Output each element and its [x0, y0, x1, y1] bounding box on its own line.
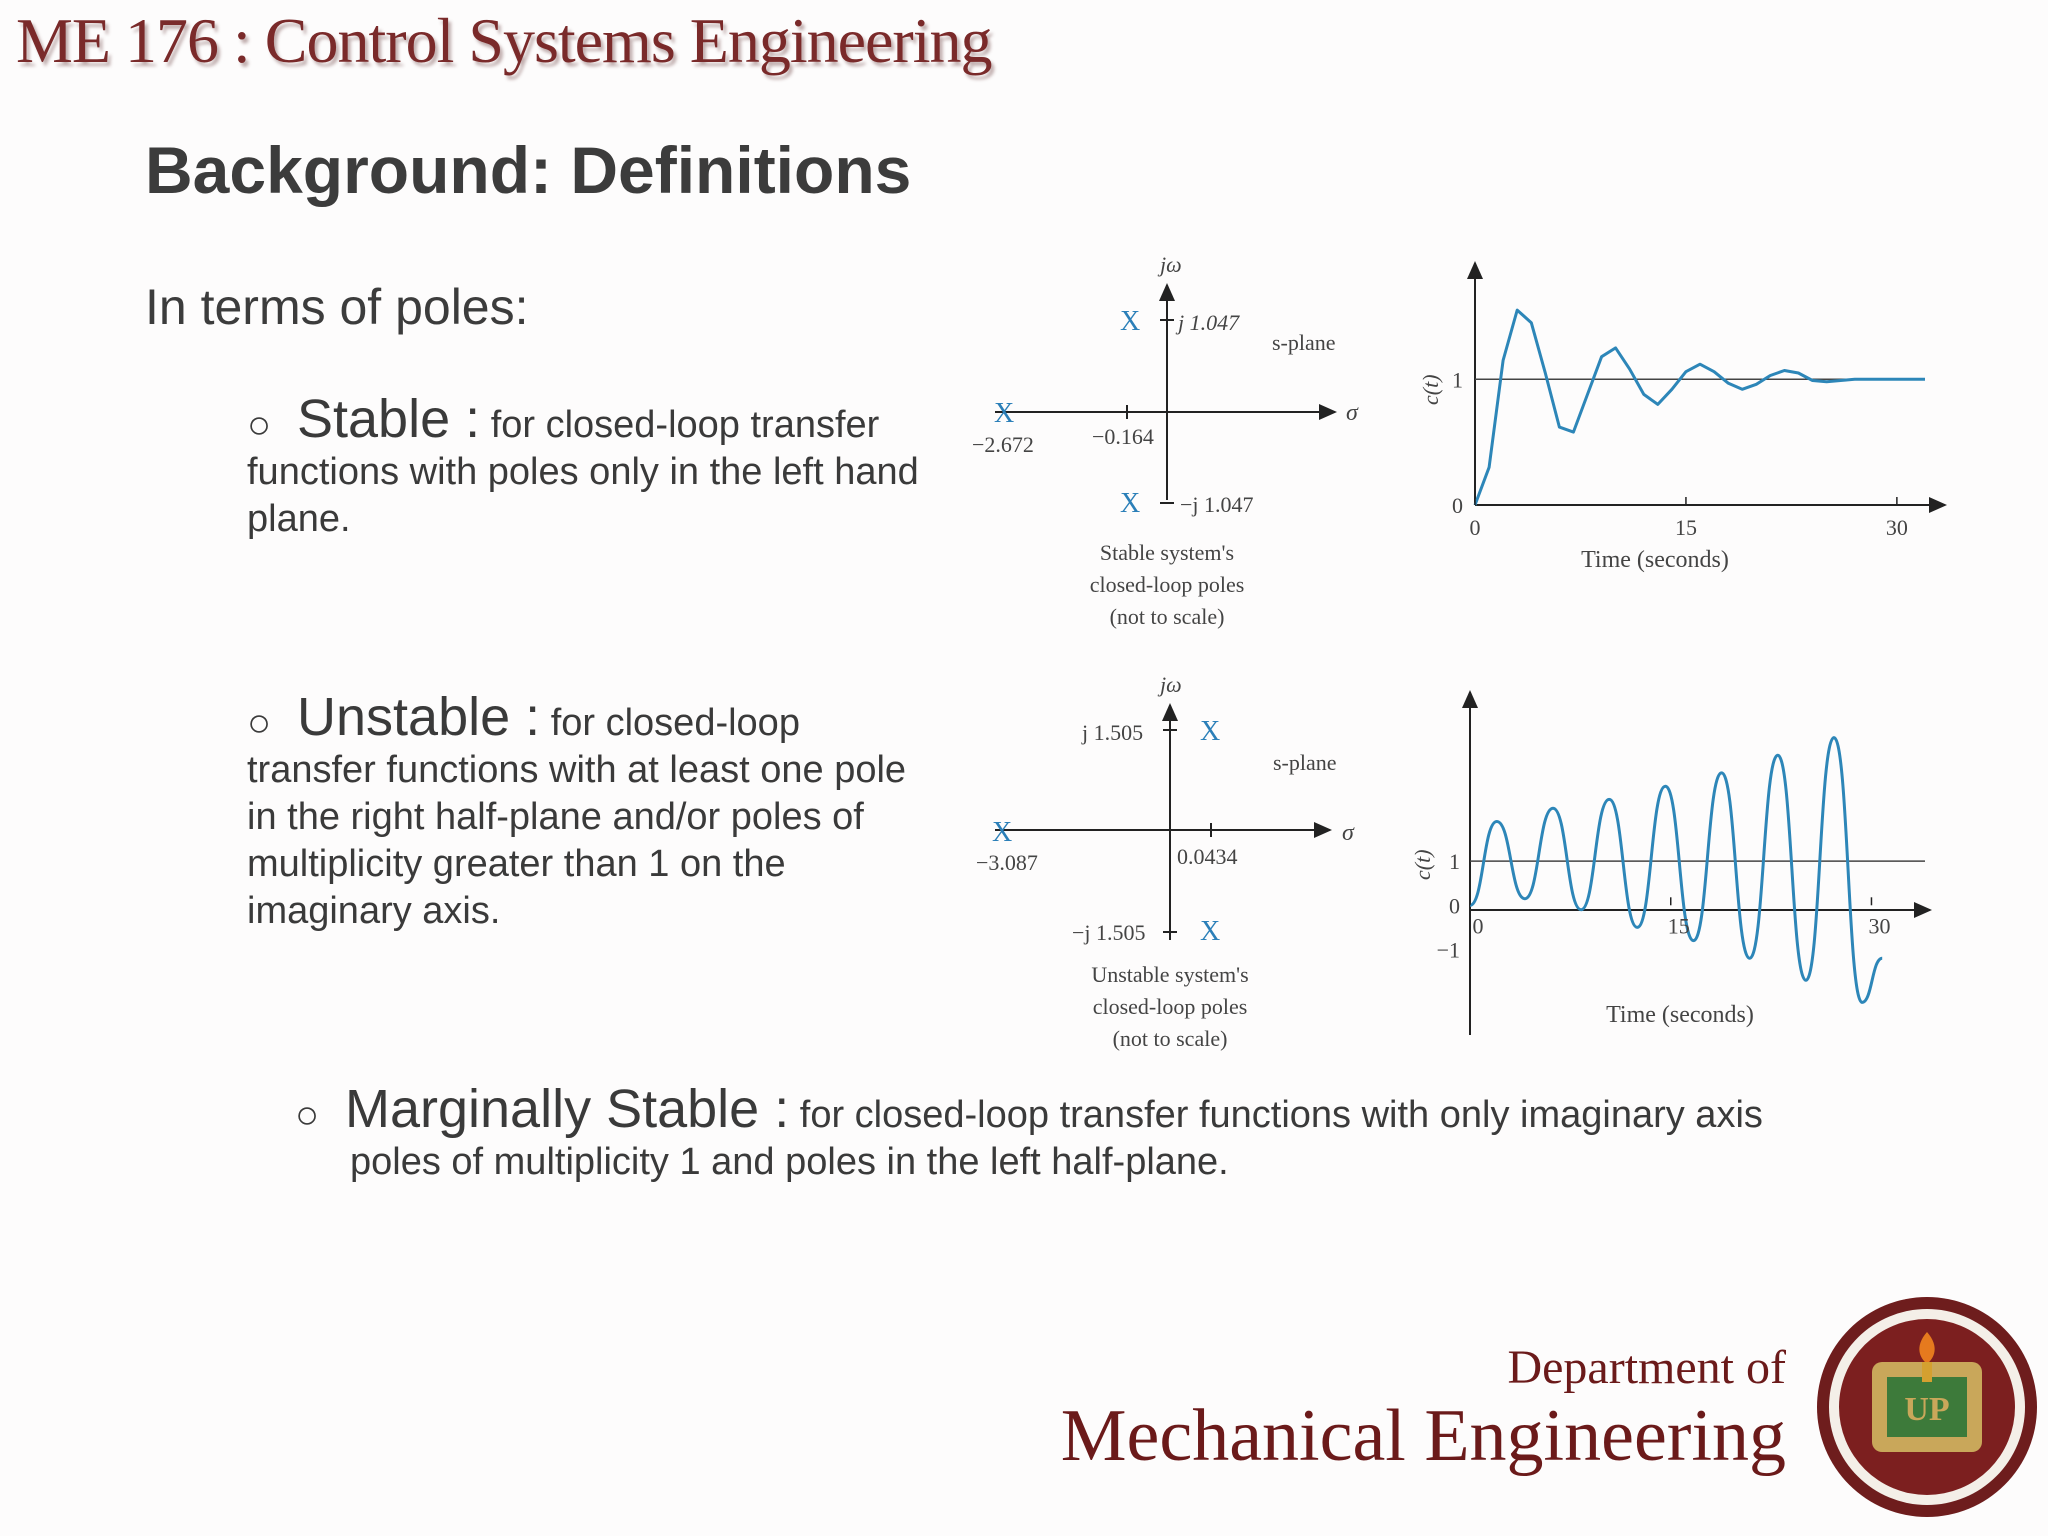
- pole-upper-label: j 1.505: [1082, 720, 1144, 745]
- x-tick-label: 0: [1469, 515, 1481, 540]
- pole-lower-label: −j 1.047: [1180, 492, 1254, 517]
- caption-line-1: Stable system's: [1099, 540, 1235, 565]
- bullet-marginally-stable: [295, 1079, 1895, 1186]
- pole-upper-mark: X: [1200, 716, 1221, 747]
- y-tick-label: 1: [1452, 367, 1463, 393]
- splane-label: s-plane: [1272, 330, 1336, 355]
- bullet-mark: ○: [295, 1093, 320, 1137]
- intro-text: In terms of poles:: [145, 279, 529, 335]
- bullet-mark: ○: [247, 403, 272, 447]
- caption-line-3: (not to scale): [1112, 1026, 1228, 1051]
- x-tick-label: 15: [1674, 515, 1697, 540]
- pole-lower-label: −j 1.505: [1072, 920, 1146, 945]
- bullet-text-rest: functions with poles only in the left hand plane.: [247, 451, 919, 540]
- y-tick-label: −1: [1436, 937, 1460, 963]
- sigma-label: σ: [1346, 400, 1358, 426]
- chart-ylabel: c(t): [1418, 374, 1443, 405]
- pole-lower-mark: X: [1120, 488, 1141, 519]
- department-of: Department of: [1507, 1341, 1786, 1394]
- pole-lower-mark: X: [1200, 916, 1221, 947]
- bullet-term: Marginally Stable :: [345, 1079, 790, 1139]
- bullet-text-rest: transfer functions with at least one pole in the right half-plane and/or poles of multiplicity greater than 1 on the imaginary axis.: [247, 749, 907, 932]
- chart-xlabel: Time (seconds): [1606, 1002, 1754, 1028]
- bullet-unstable: [247, 687, 907, 935]
- real-pole-mark: X: [992, 817, 1013, 848]
- bullet-text-first: for closed-loop: [550, 702, 800, 744]
- bullet-mark: ○: [247, 701, 272, 745]
- course-title: ME 176 : Control Systems Engineering: [16, 5, 992, 76]
- bullet-text-first: for closed-loop transfer functions with only imaginary axis: [799, 1094, 1763, 1136]
- sigma-label: σ: [1342, 820, 1354, 846]
- pole-upper-label: j 1.047: [1178, 310, 1240, 335]
- department-name: Mechanical Engineering: [1060, 1395, 1786, 1477]
- bullet-term: Stable :: [297, 389, 481, 449]
- pole-upper-mark: X: [1120, 306, 1141, 337]
- stable-splane-figure: [972, 250, 1380, 640]
- real-part-label: 0.0434: [1177, 844, 1238, 869]
- y-tick-label: 0: [1449, 893, 1460, 919]
- bullet-term: Unstable :: [297, 687, 541, 747]
- unstable-response-chart: [1410, 680, 1950, 1060]
- bullet-stable: [247, 389, 977, 543]
- caption-line-1: Unstable system's: [1091, 962, 1249, 987]
- jw-label: jω: [1160, 672, 1182, 697]
- bullet-text-rest: poles of multiplicity 1 and poles in the left half-plane.: [350, 1141, 1229, 1183]
- caption-line-2: closed-loop poles: [1092, 994, 1248, 1019]
- real-pole-mark: X: [994, 398, 1015, 429]
- x-tick-label: 30: [1885, 515, 1908, 540]
- svg-text:UP: UP: [1904, 1391, 1950, 1428]
- y-tick-label: 1: [1449, 849, 1460, 875]
- bullet-text-first: for closed-loop transfer: [490, 404, 880, 446]
- real-pole-label: −2.672: [972, 432, 1034, 457]
- series-line: [1470, 738, 1882, 1003]
- slide-title: Background: Definitions: [145, 133, 912, 207]
- x-tick-label: 15: [1667, 913, 1690, 939]
- x-tick-label: 30: [1868, 913, 1891, 939]
- stable-response-chart: [1420, 255, 1960, 595]
- caption-line-2: closed-loop poles: [1089, 572, 1245, 597]
- unstable-splane-figure: [976, 670, 1380, 1060]
- series-line: [1475, 310, 1925, 505]
- chart-xlabel: Time (seconds): [1581, 547, 1729, 573]
- college-seal-logo: [1812, 1292, 2042, 1522]
- caption-line-3: (not to scale): [1109, 604, 1225, 629]
- chart-ylabel: c(t): [1410, 849, 1435, 880]
- jw-label: jω: [1160, 252, 1182, 277]
- real-pole-label: −3.087: [976, 850, 1038, 875]
- y-tick-label: 0: [1452, 493, 1463, 518]
- splane-label: s-plane: [1273, 750, 1337, 775]
- x-tick-label: 0: [1472, 913, 1484, 939]
- real-part-label: −0.164: [1092, 424, 1154, 449]
